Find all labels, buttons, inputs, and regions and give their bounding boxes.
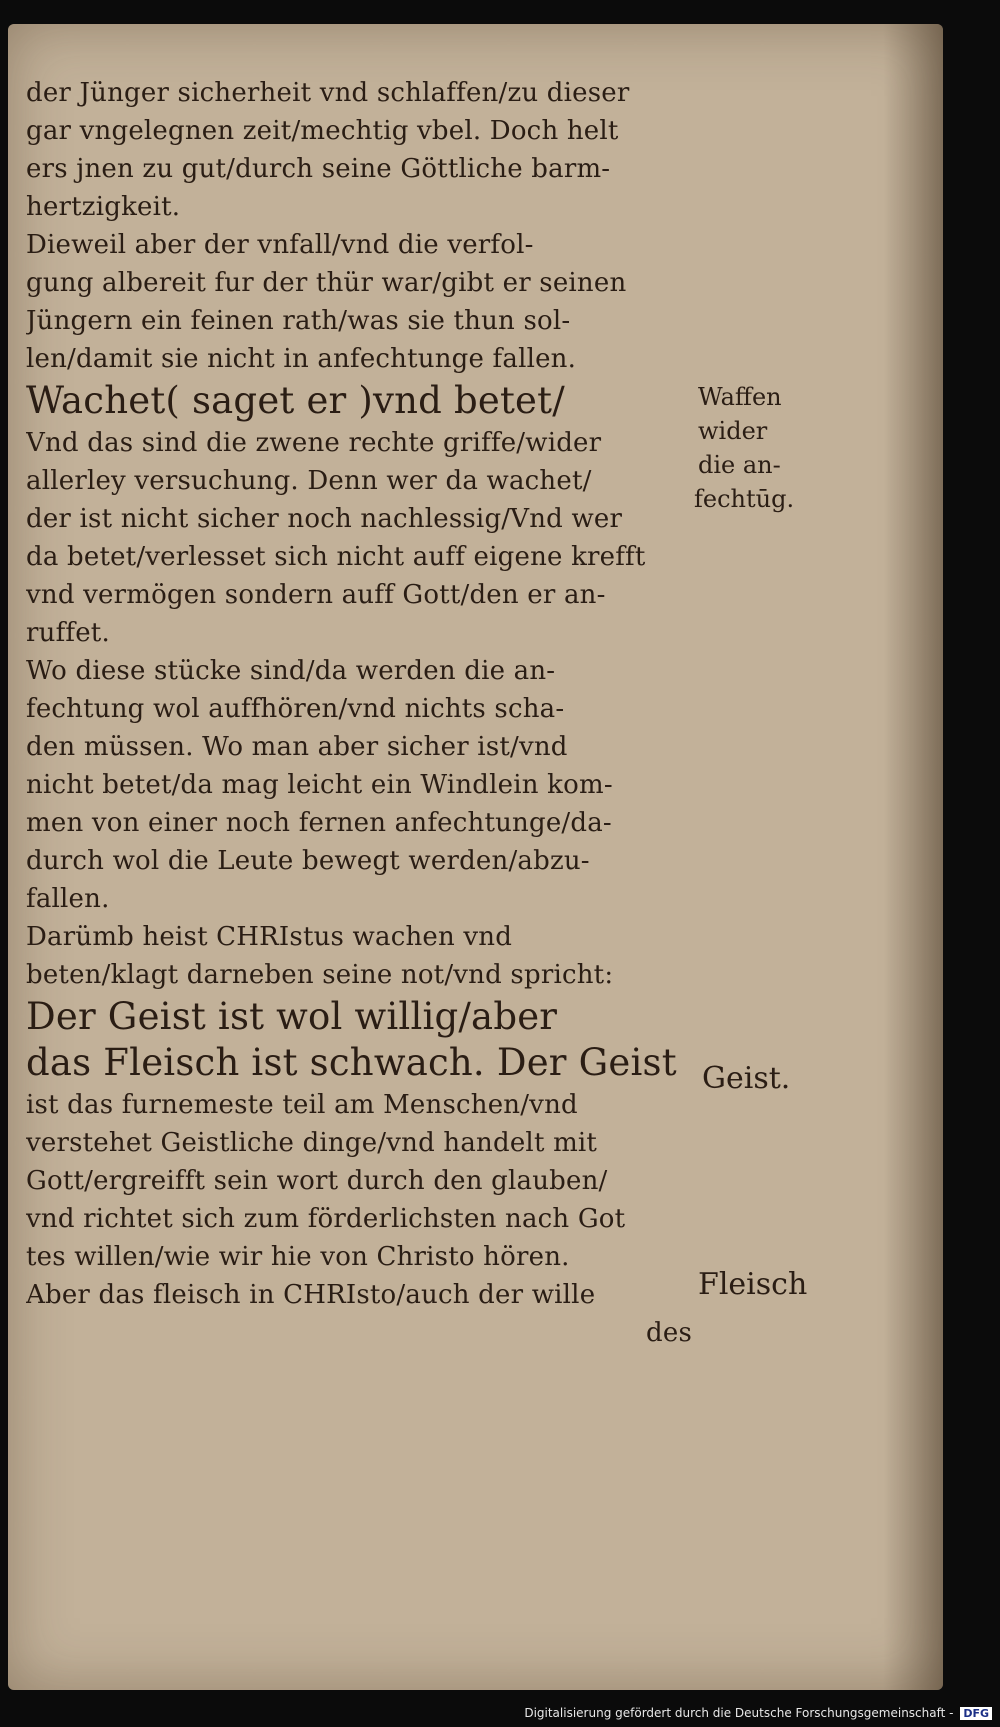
- text-line-24: beten/klagt darneben seine not/vnd spricht:: [26, 960, 614, 990]
- marginal-note-geist: Geist.: [702, 1061, 791, 1096]
- text-line-18: den müssen. Wo man aber sicher ist/vnd: [26, 732, 568, 762]
- text-line-32: Aber das fleisch in CHRIsto/auch der wille: [26, 1280, 596, 1310]
- text-line-13: da betet/verlesset sich nicht auff eigene krefft: [26, 542, 646, 572]
- text-line-10: Vnd das sind die zwene rechte griffe/wider: [26, 428, 602, 458]
- text-line-1: der Jünger sicherheit vnd schlaffen/zu dieser: [26, 78, 630, 108]
- marginal-note-waffen-1: Waffen: [698, 383, 782, 411]
- text-line-26-emphasis: das Fleisch ist schwach. Der Geist: [26, 1041, 677, 1084]
- text-line-6: gung albereit fur der thür war/gibt er seinen: [26, 268, 627, 298]
- text-line-9-emphasis: Wachet( saget er )vnd betet/: [26, 379, 565, 422]
- text-line-22: fallen.: [26, 884, 110, 914]
- dfg-logo: DFG: [960, 1707, 992, 1720]
- footer-credit-text: Digitalisierung gefördert durch die Deutsche Forschungsgemeinschaft -: [524, 1706, 954, 1720]
- text-line-5: Dieweil aber der vnfall/vnd die verfol-: [26, 230, 534, 260]
- marginal-note-waffen-2: wider: [698, 417, 768, 445]
- book-page: [8, 24, 943, 1690]
- marginal-note-waffen-3: die an-: [698, 451, 781, 479]
- dfg-footer: [524, 1706, 992, 1720]
- text-line-8: len/damit sie nicht in anfechtunge fallen.: [26, 344, 577, 374]
- text-line-28: verstehet Geistliche dinge/vnd handelt mit: [26, 1128, 598, 1158]
- text-line-12: der ist nicht sicher noch nachlessig/Vnd wer: [26, 504, 623, 534]
- text-line-3: ers jnen zu gut/durch seine Göttliche barm-: [26, 154, 611, 184]
- text-line-7: Jüngern ein feinen rath/was sie thun sol-: [26, 306, 571, 336]
- text-line-29: Gott/ergreifft sein wort durch den glauben/: [26, 1166, 608, 1196]
- text-line-4: hertzigkeit.: [26, 192, 181, 222]
- text-line-14: vnd vermögen sondern auff Gott/den er an-: [26, 580, 606, 610]
- marginal-note-waffen-4: fechtūg.: [694, 485, 795, 513]
- text-line-21: durch wol die Leute bewegt werden/abzu-: [26, 846, 590, 876]
- text-line-16: Wo diese stücke sind/da werden die an-: [26, 656, 556, 686]
- text-line-30: vnd richtet sich zum förderlichsten nach Got: [26, 1204, 626, 1234]
- main-text-block: [26, 74, 702, 1352]
- text-line-17: fechtung wol auffhören/vnd nichts scha-: [26, 694, 565, 724]
- text-line-25-emphasis: Der Geist ist wol willig/aber: [26, 995, 558, 1038]
- text-line-20: men von einer noch fernen anfechtunge/da-: [26, 808, 612, 838]
- text-line-23: Darümb heist CHRIstus wachen vnd: [26, 922, 513, 952]
- text-line-19: nicht betet/da mag leicht ein Windlein kom-: [26, 770, 613, 800]
- text-line-27: ist das furnemeste teil am Menschen/vnd: [26, 1090, 578, 1120]
- page-gutter-shadow: [883, 24, 943, 1690]
- catchword: des: [646, 1318, 692, 1348]
- marginal-note-fleisch: Fleisch: [698, 1267, 808, 1302]
- text-line-15: ruffet.: [26, 618, 110, 648]
- text-line-2: gar vngelegnen zeit/mechtig vbel. Doch helt: [26, 116, 619, 146]
- text-line-11: allerley versuchung. Denn wer da wachet/: [26, 466, 592, 496]
- text-line-31: tes willen/wie wir hie von Christo hören.: [26, 1242, 570, 1272]
